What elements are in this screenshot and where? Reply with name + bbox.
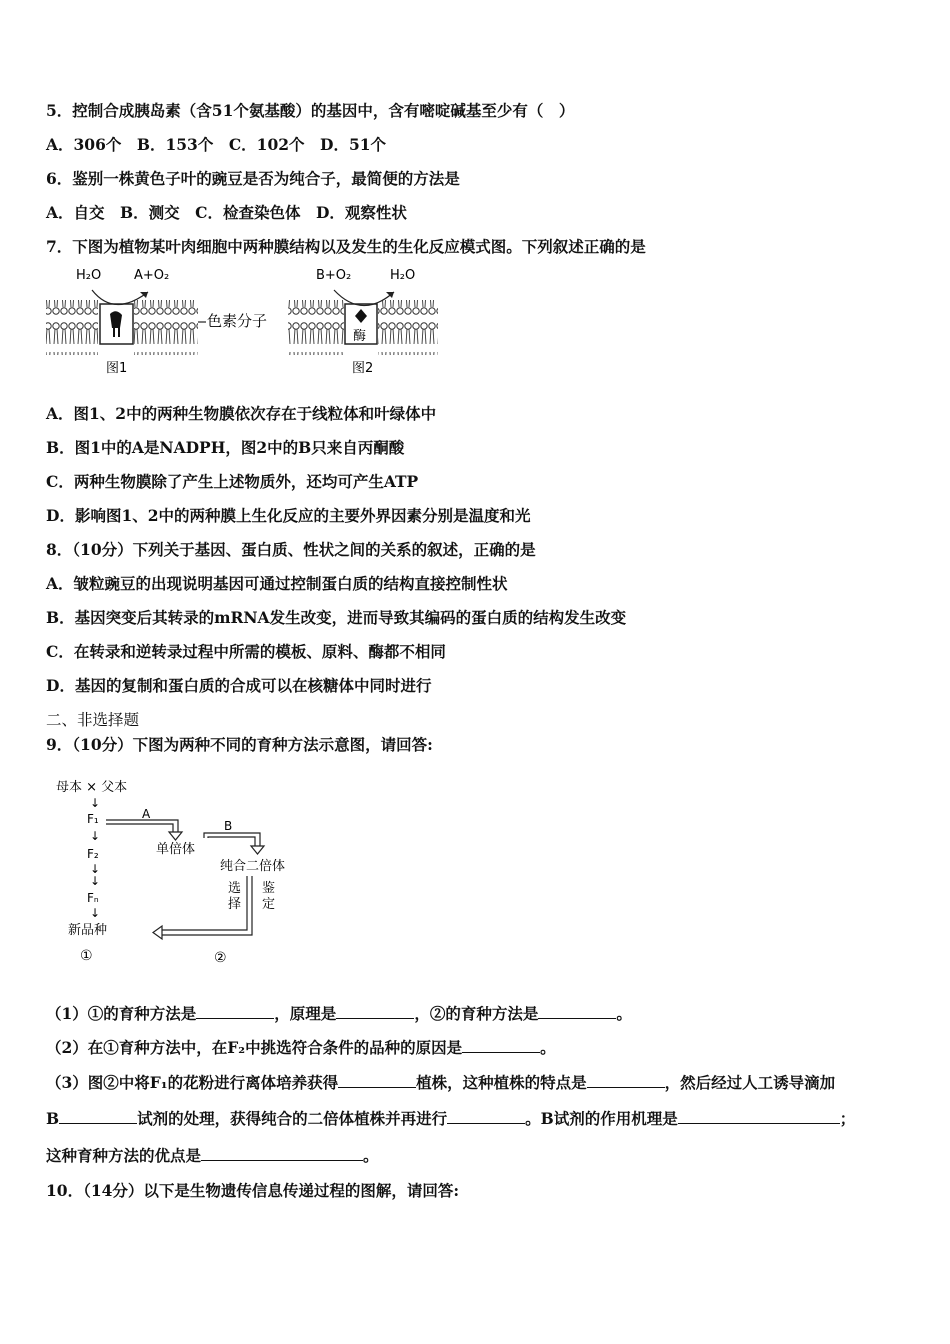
q7-option-d: D．影响图1、2中的两种膜上生化反应的主要外界因素分别是温度和光 [46, 506, 531, 525]
identify-label: 鉴定 [262, 881, 276, 912]
select-label: 选择 [228, 881, 242, 912]
step-b-label: B [224, 819, 233, 833]
haploid-label: 单倍体 [156, 842, 196, 857]
q5-stem: 5．控制合成胰岛素（含51个氨基酸）的基因中，含有嘧啶碱基至少有（ ） [46, 101, 575, 120]
answer-blank[interactable] [538, 1002, 616, 1019]
step-a-label: A [142, 807, 151, 821]
svg-text:↓: ↓ [90, 796, 101, 810]
new-variety-label: 新品种 [68, 923, 108, 938]
section-heading: 二、非选择题 [46, 711, 140, 729]
q7-stem: 7．下图为植物某叶肉细胞中两种膜结构以及发生的生化反应模式图。下列叙述正确的是 [46, 237, 646, 256]
fig1-product-label: A+O₂ [134, 268, 170, 283]
answer-blank[interactable] [678, 1107, 840, 1124]
fn-label: Fₙ [87, 891, 99, 905]
parents-label: 母本 × 父本 [56, 780, 128, 795]
answer-blank[interactable] [338, 1071, 416, 1088]
q9-part-1: （1）①的育种方法是 ，原理是 ，②的育种方法是 。 [46, 1004, 632, 1023]
method-2-label: ② [214, 950, 227, 966]
answer-blank[interactable] [336, 1002, 414, 1019]
answer-blank[interactable] [462, 1036, 540, 1053]
q9-part-3-end: 这种育种方法的优点是 。 [46, 1146, 379, 1165]
q9-part-3: （3）图②中将F₁的花粉进行离体培养获得 植株，这种植株的特点是 ，然后经过人工诱导滴加 [46, 1073, 836, 1092]
f2-label: F₂ [87, 847, 99, 861]
q7-option-a: A．图1、2中的两种生物膜依次存在于线粒体和叶绿体中 [46, 404, 437, 423]
q8-option-a: A．皱粒豌豆的出现说明基因可通过控制蛋白质的结构直接控制性状 [46, 574, 508, 593]
q9-stem: 9．（10分）下图为两种不同的育种方法示意图，请回答: [46, 735, 433, 754]
q10-stem: 10．（14分）以下是生物遗传信息传递过程的图解，请回答: [46, 1181, 460, 1200]
svg-text:↓: ↓ [90, 862, 101, 876]
svg-text:↓: ↓ [90, 829, 101, 843]
svg-text:↓: ↓ [90, 874, 101, 888]
fig1-h2o-label: H₂O [76, 268, 102, 283]
pure-diploid-label: 纯合二倍体 [220, 859, 286, 874]
enzyme-label: 酶 [353, 329, 367, 344]
q5-options: A．306个 B．153个 C．102个 D．51个 [46, 135, 387, 154]
q8-option-c: C．在转录和逆转录过程中所需的模板、原料、酶都不相同 [46, 642, 446, 661]
q8-option-b: B．基因突变后其转录的mRNA发生改变，进而导致其编码的蛋白质的结构发生改变 [46, 608, 627, 627]
q6-stem: 6．鉴别一株黄色子叶的豌豆是否为纯合子，最简便的方法是 [46, 169, 460, 188]
f1-label: F₁ [87, 812, 99, 826]
q7-option-b: B．图1中的A是NADPH，图2中的B只来自丙酮酸 [46, 438, 405, 457]
figure-2-caption: 图2 [352, 361, 374, 376]
q9-part-3-cont: B 试剂的处理，获得纯合的二倍体植株并再进行 。B试剂的作用机理是 ； [46, 1109, 856, 1128]
membrane-figure [44, 262, 444, 380]
answer-blank[interactable] [201, 1144, 363, 1161]
fig2-h2o-label: H₂O [390, 268, 416, 283]
svg-text:↓: ↓ [90, 906, 101, 920]
q7-option-c: C．两种生物膜除了产生上述物质外，还均可产生ATP [46, 472, 419, 491]
method-1-label: ① [80, 948, 93, 964]
pigment-molecule-label: 色素分子 [207, 312, 268, 330]
q8-option-d: D．基因的复制和蛋白质的合成可以在核糖体中同时进行 [46, 676, 432, 695]
q9-part-2: （2）在①育种方法中，在F₂中挑选符合条件的品种的原因是 。 [46, 1038, 556, 1057]
q6-options: A．自交 B．测交 C．检查染色体 D．观察性状 [46, 203, 407, 222]
fig2-reactant-label: B+O₂ [316, 268, 352, 283]
breeding-diagram [50, 772, 310, 972]
answer-blank[interactable] [447, 1107, 525, 1124]
figure-1-caption: 图1 [106, 361, 128, 376]
answer-blank[interactable] [587, 1071, 665, 1088]
answer-blank[interactable] [59, 1107, 137, 1124]
answer-blank[interactable] [196, 1002, 274, 1019]
q8-stem: 8．（10分）下列关于基因、蛋白质、性状之间的关系的叙述，正确的是 [46, 540, 536, 559]
